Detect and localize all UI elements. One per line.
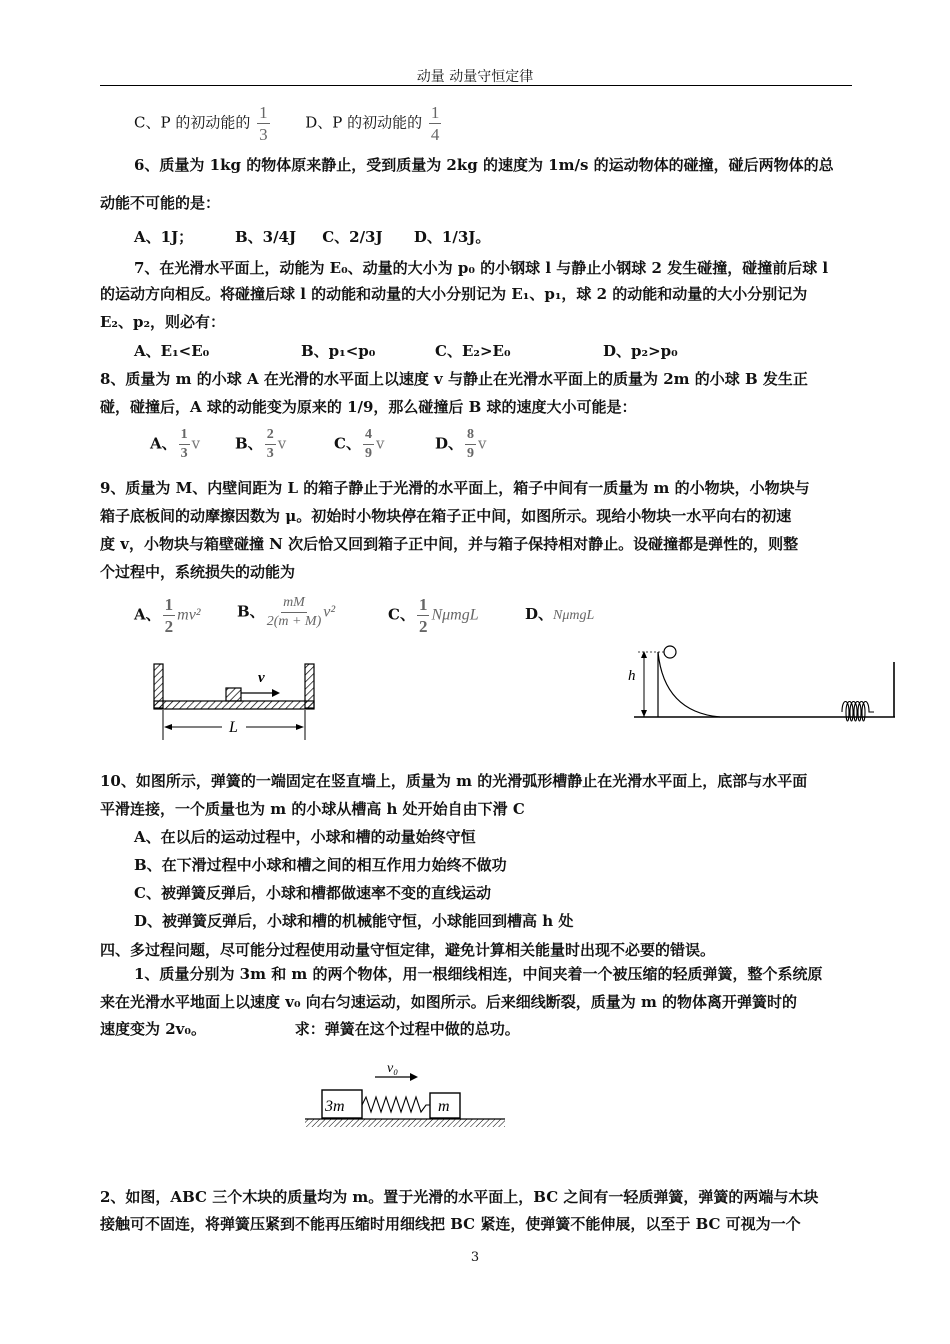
q6-line2: 动能不可能的是： (100, 194, 221, 212)
v0-arrowhead (410, 1073, 418, 1081)
p1-line2: 来在光滑水平地面上以速度 v₀ 向右匀速运动，如图所示。后来细线断裂，质量为 m 的物体离开弹簧时的 (100, 993, 798, 1011)
q8-option-a-label: A、 (150, 434, 177, 453)
velocity-arrowhead (272, 689, 280, 697)
q10-option-a: A、在以后的运动过程中，小球和槽的动量始终守恒 (134, 828, 476, 846)
fraction-denominator: 4 (430, 125, 440, 144)
fraction-denominator: 9 (364, 446, 372, 461)
groove-curve (658, 652, 720, 717)
q9-option-a-expression: mv² (177, 606, 201, 624)
length-label: L (229, 719, 238, 736)
q6-line1: 6、质量为 1kg 的物体原来静止，受到质量为 2kg 的速度为 1m/s 的运动物体的碰撞，碰后两物体的总 (134, 156, 834, 174)
q8-option-c-label: C、 (334, 434, 361, 453)
page-number: 3 (470, 1250, 480, 1265)
q9-option-a (134, 596, 201, 635)
q7-option-b: B、p₁<p₀ (301, 342, 376, 360)
q10-option-b: B、在下滑过程中小球和槽之间的相互作用力始终不做功 (134, 856, 507, 874)
fraction-denominator: 3 (266, 446, 274, 461)
q7-line3: E₂、p₂，则必有： (100, 313, 226, 331)
page-header: 动量 动量守恒定律 (416, 69, 534, 85)
height-label: h (628, 668, 636, 684)
fraction-numerator: 2 (265, 428, 276, 445)
q9-option-c (388, 596, 479, 635)
q9-line2: 箱子底板间的动摩擦因数为 μ。初始时小物块停在箱子正中间，如图所示。现给小物块一水平向右的初速 (100, 507, 792, 525)
q8-option-d-label: D、 (435, 434, 464, 453)
v0-label: v₀ (387, 1061, 399, 1076)
q8-option-b-label: B、 (235, 434, 263, 453)
dim-arrow-left (164, 724, 172, 730)
q9-box-figure (150, 660, 320, 742)
fraction-denominator: 2(m + M) (266, 614, 322, 629)
header-rule (100, 85, 852, 86)
prev-options-row (134, 104, 443, 143)
fraction-denominator: 2 (164, 617, 174, 636)
section4-heading: 四、多过程问题，尽可能分过程使用动量守恒定律，避免计算相关能量时出现不必要的错误。 (100, 941, 716, 959)
compressed-spring (362, 1097, 430, 1112)
q10-option-d: D、被弹簧反弹后，小球和槽的机械能守恒，小球能回到槽高 h 处 (134, 912, 574, 930)
q10-slope-figure (620, 640, 900, 722)
box-floor (154, 701, 314, 709)
fraction-numerator: mM (281, 596, 307, 613)
prev-option-d-fraction (429, 104, 442, 143)
q7-option-a: A、E₁<E₀ (134, 342, 210, 360)
fraction-numerator: 1 (259, 103, 268, 122)
q9-option-a-fraction (163, 596, 176, 635)
q9-option-d-expression: NμmgL (553, 608, 595, 623)
q9-line1: 9、质量为 M、内壁间距为 L 的箱子静止于光滑的水平面上，箱子中间有一质量为 m 的小物块，小物块与 (100, 479, 810, 497)
fraction-numerator: 1 (179, 428, 190, 445)
prev-option-c: C、P 的初动能的 (134, 113, 251, 132)
q9-option-b-expression: v² (323, 603, 336, 621)
prev-option-d: D、P 的初动能的 (305, 113, 423, 132)
velocity-symbol: v (478, 434, 487, 453)
fraction-denominator: 3 (259, 125, 268, 144)
fraction-denominator: 9 (467, 446, 475, 461)
q10-option-c: C、被弹簧反弹后，小球和槽都做速率不变的直线运动 (134, 884, 491, 902)
q7-option-d: D、p₂>p₀ (603, 342, 678, 360)
q8-option-a-fraction (179, 428, 190, 461)
q9-option-c-expression: NμmgL (431, 606, 479, 624)
p2-line2: 接触可不固连，将弹簧压紧到不能再压缩时用细线把 BC 紧连，使弹簧不能伸展，以至于 BC 可视为一个 (100, 1215, 801, 1233)
fraction-numerator: 1 (164, 595, 174, 614)
velocity-symbol: v (375, 434, 385, 453)
q9-option-b-label: B、 (237, 602, 265, 621)
q7-line2: 的运动方向相反。将碰撞后球 l 的动能和动量的大小分别记为 E₁、p₁，球 2 的动能和动量的大小分别记为 (100, 285, 808, 303)
q8-option-d-fraction (465, 428, 476, 461)
velocity-label: v (258, 670, 265, 686)
p1-blocks-figure (305, 1060, 505, 1136)
fraction-numerator: 8 (465, 428, 476, 445)
q8-line1: 8、质量为 m 的小球 A 在光滑的水平面上以速度 v 与静止在光滑水平面上的质量为 2m 的小球 B 发生正 (100, 370, 808, 388)
q8-option-c-fraction (363, 428, 374, 461)
q9-line3: 度 v，小物块与箱壁碰撞 N 次后恰又回到箱子正中间，并与箱子保持相对静止。设碰撞都是弹性的，则整 (100, 535, 799, 553)
q6-options: A、1J； B、3/4J C、2/3J D、1/3J。 (134, 228, 491, 246)
q8-option-b-fraction (265, 428, 276, 461)
fraction-denominator: 3 (180, 446, 188, 461)
fraction-numerator: 1 (418, 595, 428, 614)
p1-line3: 速度变为 2v₀。 求：弹簧在这个过程中做的总功。 (100, 1020, 520, 1038)
q8-option-c (334, 428, 384, 461)
q8-option-a (150, 428, 200, 461)
fraction-numerator: 1 (430, 103, 440, 122)
q7-line1: 7、在光滑水平面上，动能为 E₀、动量的大小为 p₀ 的小钢球 l 与静止小钢球 2 发生碰撞，碰撞前后球 l (134, 259, 829, 277)
velocity-symbol: v (277, 434, 287, 453)
fraction-numerator: 4 (363, 428, 374, 445)
block-m-label: m (438, 1098, 450, 1115)
q9-option-d-label: D、 (525, 605, 554, 623)
p2-line1: 2、如图，ABC 三个木块的质量均为 m。置于光滑的水平面上，BC 之间有一轻质弹簧，弹簧的两端与木块 (100, 1188, 819, 1206)
velocity-symbol: v (191, 434, 201, 453)
q9-option-a-label: A、 (134, 605, 161, 624)
q10-line1: 10、如图所示，弹簧的一端固定在竖直墙上，质量为 m 的光滑弧形槽静止在光滑水平面上，底部与水平面 (100, 772, 808, 790)
spring (842, 702, 874, 722)
q9-line4: 个过程中，系统损失的动能为 (100, 563, 296, 581)
dim-arrow-right (296, 724, 304, 730)
height-arrow-bottom (641, 710, 647, 717)
q10-line2: 平滑连接，一个质量也为 m 的小球从槽高 h 处开始自由下滑 C (100, 800, 525, 818)
fraction-denominator: 2 (418, 617, 428, 636)
q9-option-c-label: C、 (388, 605, 415, 624)
floor-hatch (305, 1119, 505, 1127)
block-3m-label: 3m (325, 1098, 345, 1115)
q9-option-c-fraction (417, 596, 430, 635)
q8-option-b (235, 428, 286, 461)
q8-line2: 碰，碰撞后，A 球的动能变为原来的 1/9，那么碰撞后 B 球的速度大小可能是： (100, 398, 637, 416)
q9-option-b-fraction (267, 596, 322, 629)
ball (664, 646, 676, 658)
small-block (226, 688, 241, 701)
p1-line1: 1、质量分别为 3m 和 m 的两个物体，用一根细线相连，中间夹着一个被压缩的轻质弹簧，整个系统原 (134, 965, 823, 983)
q9-option-b (237, 596, 335, 629)
q9-option-d (525, 607, 594, 623)
q8-option-d (435, 428, 487, 461)
prev-option-c-fraction (257, 104, 270, 143)
q7-option-c: C、E₂>E₀ (435, 342, 511, 360)
